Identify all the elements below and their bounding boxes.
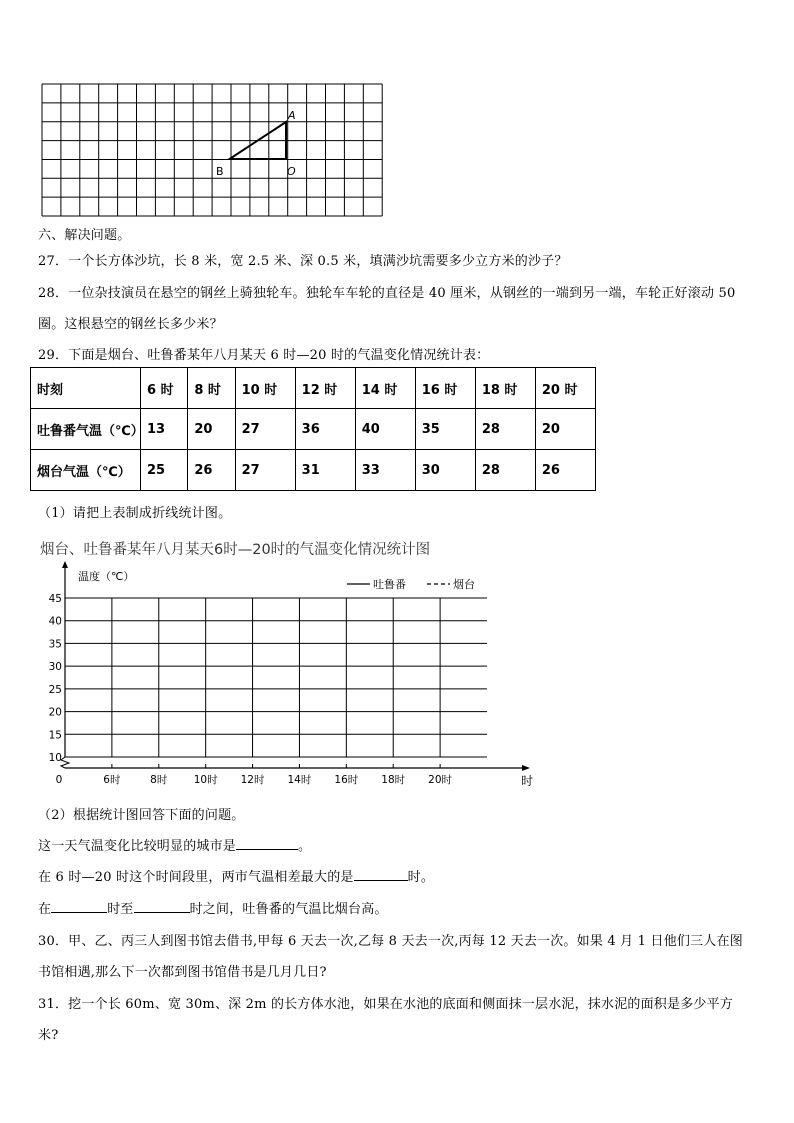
y-tick-label: 30 — [48, 661, 62, 674]
table-cell: 12 时 — [295, 368, 355, 409]
table-cell: 31 — [295, 450, 355, 491]
answer-blank-1[interactable] — [236, 837, 298, 850]
table-header-row — [31, 368, 596, 409]
legend-yantai-label: 烟台 — [453, 578, 475, 591]
table-cell: 20 时 — [535, 368, 595, 409]
chart-grid — [61, 561, 530, 771]
table-cell: 16 时 — [415, 368, 475, 409]
fill-blank-2-suffix: 时。 — [407, 870, 435, 885]
fill-blank-3 — [38, 898, 388, 917]
x-tick-label: 6时 — [103, 774, 121, 786]
question-31-line2: 米? — [38, 1028, 59, 1043]
y-tick-label: 35 — [48, 638, 62, 651]
table-cell: 35 — [415, 409, 475, 450]
x-axis-arrow — [522, 765, 530, 771]
table-cell: 26 — [188, 450, 235, 491]
table-cell: 时刻 — [31, 368, 141, 409]
y-tick-label: 20 — [48, 706, 62, 719]
x-axis-label: 时 — [520, 774, 534, 788]
table-cell: 25 — [141, 450, 188, 491]
x-tick-label: 18时 — [381, 774, 406, 786]
table-cell: 26 — [535, 450, 595, 491]
label-o: O — [287, 165, 296, 178]
question-27: 27．一个长方体沙坑，长 8 米，宽 2.5 米、深 0.5 米，填满沙坑需要多少立方米的沙子？ — [38, 254, 568, 269]
table-cell: 吐鲁番气温（℃） — [31, 409, 141, 450]
question-31-line1: 31．挖一个长 60m、宽 30m、深 2m 的长方体水池，如果在水池的底面和侧面抹一层水泥，抹水泥的面积是多少平方 — [38, 997, 734, 1012]
label-a: A — [288, 109, 296, 122]
table-cell: 8 时 — [188, 368, 235, 409]
table-row — [31, 450, 596, 491]
y-axis-arrow — [62, 561, 68, 568]
x-tick-label: 20时 — [428, 774, 453, 786]
x-tick-label: 16时 — [334, 774, 359, 786]
fill-blank-3-mid2: 时之间，吐鲁番的气温比烟台高。 — [189, 902, 388, 917]
grid-lines — [42, 84, 382, 216]
x-tick-label: 8时 — [150, 774, 168, 786]
fill-blank-2 — [38, 866, 434, 885]
table-cell: 40 — [355, 409, 415, 450]
table-cell: 18 时 — [475, 368, 535, 409]
table-cell: 10 时 — [235, 368, 295, 409]
table-cell: 36 — [295, 409, 355, 450]
table-row — [31, 409, 596, 450]
x-tick-label: 14时 — [287, 774, 312, 786]
question-29-part1: （1）请把上表制成折线统计图。 — [38, 506, 232, 521]
table-cell: 20 — [535, 409, 595, 450]
y-tick-label: 25 — [48, 683, 62, 696]
chart-labels — [49, 593, 533, 788]
question-29-intro: 29．下面是烟台、吐鲁番某年八月某天 6 时—20 时的气温变化情况统计表： — [38, 348, 490, 363]
temperature-table — [30, 367, 596, 491]
table-cell: 28 — [475, 450, 535, 491]
axis-break — [61, 757, 69, 768]
label-b: B — [216, 165, 224, 178]
y-tick-label: 45 — [48, 593, 62, 605]
table-cell: 烟台气温（℃） — [31, 450, 141, 491]
x-tick-label: 10时 — [193, 774, 218, 786]
fill-blank-1 — [38, 835, 311, 854]
answer-blank-2[interactable] — [354, 868, 408, 881]
section-title: 六、解决问题。 — [38, 228, 131, 243]
question-30-line1: 30．甲、乙、丙三人到图书馆去借书,甲每 6 天去一次,乙每 8 天去一次,丙每 12 天去一次。如果 4 月 1 日他们三人在图 — [38, 934, 743, 949]
answer-blank-3b[interactable] — [134, 900, 190, 913]
table-cell: 13 — [141, 409, 188, 450]
table-cell: 20 — [188, 409, 235, 450]
table-cell: 28 — [475, 409, 535, 450]
fill-blank-1-prefix: 这一天气温变化比较明显的城市是 — [38, 839, 237, 854]
fill-blank-2-prefix: 在 6 时—20 时这个时间段里，两市气温相差最大的是 — [38, 870, 354, 885]
answer-blank-3a[interactable] — [51, 900, 107, 913]
table-cell: 6 时 — [141, 368, 188, 409]
fill-blank-3-mid1: 时至 — [107, 902, 134, 917]
fill-blank-3-prefix: 在 — [38, 902, 52, 917]
chart-title: 烟台、吐鲁番某年八月某天6时—20时的气温变化情况统计图 — [40, 542, 431, 558]
y-tick-label: 10 — [48, 752, 62, 764]
table-cell: 30 — [415, 450, 475, 491]
table-cell: 27 — [235, 450, 295, 491]
y-axis-label: 温度（℃） — [78, 570, 135, 583]
table-cell: 14 时 — [355, 368, 415, 409]
question-28-line2: 圈。这根悬空的钢丝长多少米？ — [38, 317, 223, 332]
x-tick-label: 12时 — [240, 774, 265, 786]
blank-line-chart — [40, 536, 540, 788]
fill-blank-1-suffix: 。 — [298, 839, 312, 854]
table-cell: 33 — [355, 450, 415, 491]
grid-figure — [38, 82, 384, 218]
table-cell: 27 — [235, 409, 295, 450]
y-tick-label: 40 — [48, 615, 62, 628]
question-30-line2: 书馆相遇,那么下一次都到图书馆借书是几月几日? — [38, 965, 327, 980]
question-28-line1: 28．一位杂技演员在悬空的钢丝上骑独轮车。独轮车车轮的直径是 40 厘米，从钢丝的一端到另一端，车轮正好滚动 50 — [38, 286, 736, 301]
y-tick-label: 15 — [48, 729, 62, 742]
question-29-part2: （2）根据统计图回答下面的问题。 — [38, 808, 245, 823]
origin-label: 0 — [55, 774, 63, 786]
legend-turpan-label: 吐鲁番 — [373, 578, 406, 591]
